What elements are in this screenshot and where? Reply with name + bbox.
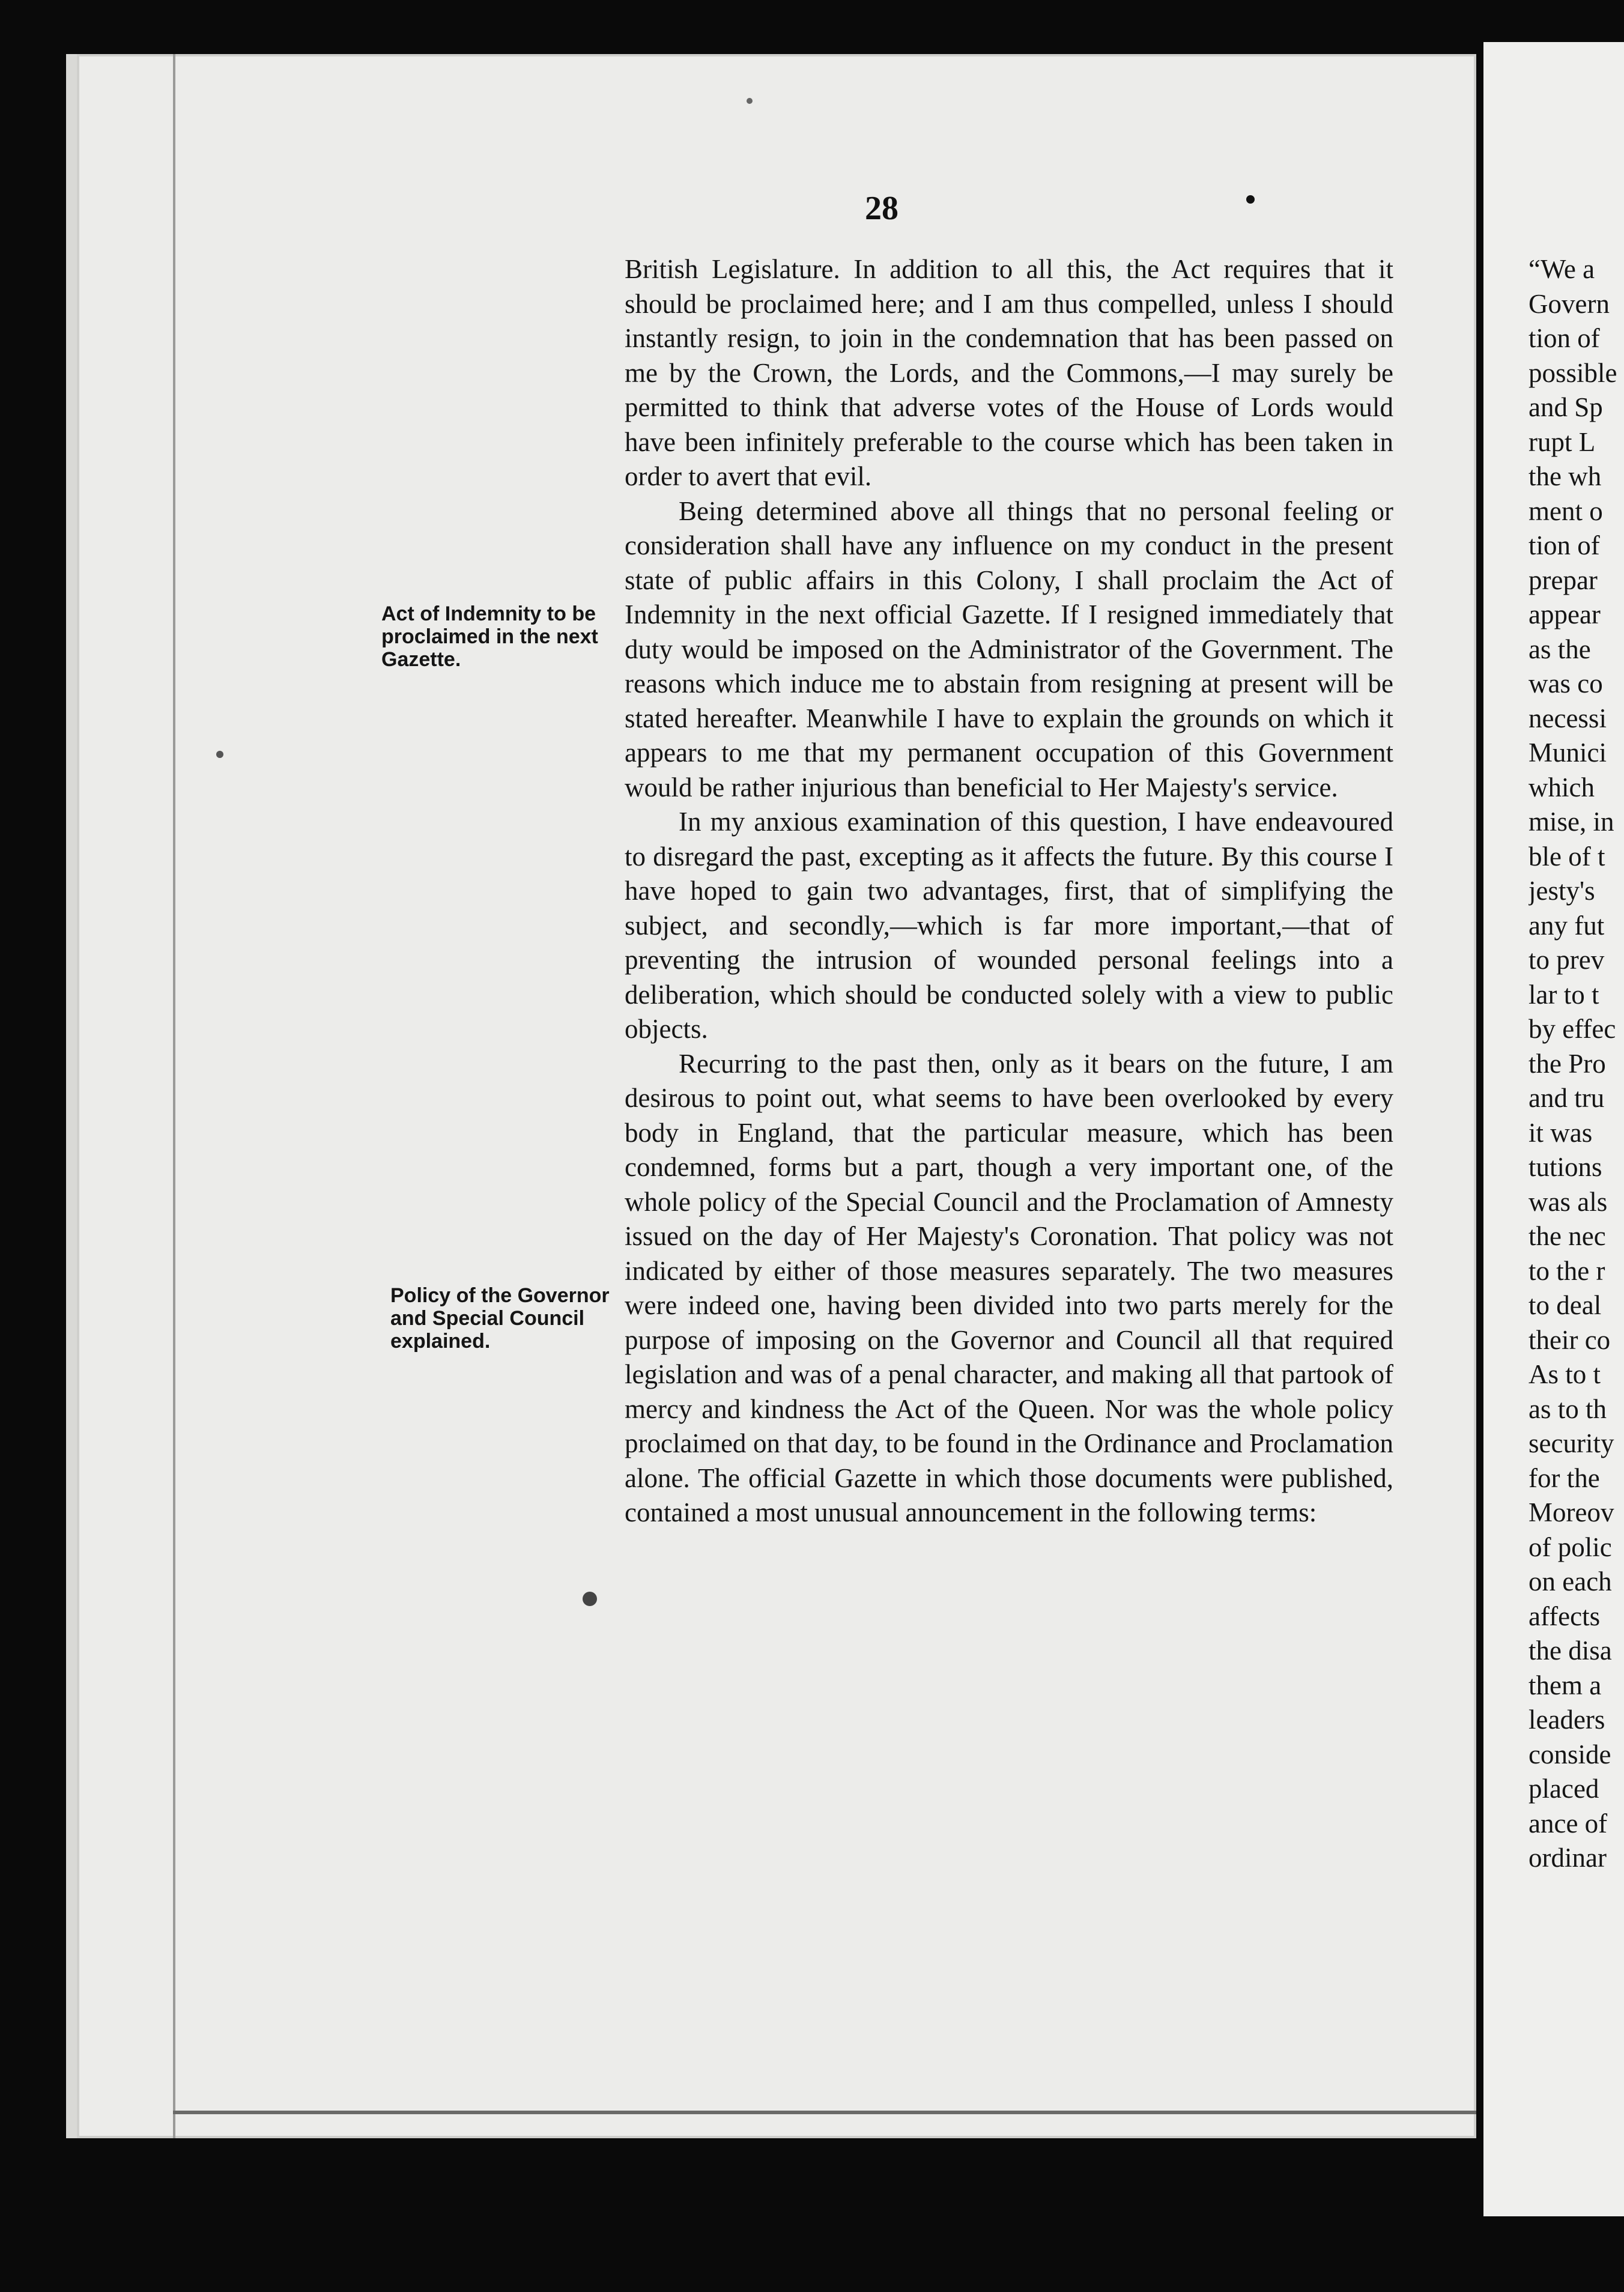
marginal-note-policy: Policy of the Governor and Special Council explained. [390,1284,610,1353]
right-page-line: was als [1529,1186,1608,1217]
right-page-line: ble of t [1529,841,1605,872]
right-page-line: ment o [1529,496,1603,526]
right-page-line: it was [1529,1117,1593,1148]
right-page-line: by effec [1529,1014,1616,1044]
right-page-line: the nec [1529,1221,1606,1251]
right-page-text [1529,252,1624,1876]
right-page-line: and tru [1529,1083,1605,1113]
paragraph-2: Being determined above all things that no personal feeling or consideration shall have any influence on my conduct in the present state of public affairs in this Colony, I shall proclaim the Act of Indemnity in the next official Gazette. If I resigned immediately that duty would be imposed on the Administrator of the Government. The reasons which induce me to abstain from resigning at present will be stated hereafter. Meanwhile I have to explain the grounds on which it appears to me that my permanent occupation of this Government would be rather injurious than beneficial to Her Majesty's service. [625,496,1393,802]
paragraph-4: Recurring to the past then, only as it bears on the future, I am desirous to point out, what seems to have been overlooked by every body in England, that the particular measure, which has been condemned, forms but a part, though a very important one, of the whole policy of the Special Council and the Proclamation of Amnesty issued on the day of Her Majesty's Coronation. That policy was not indicated by either of those measures separately. The two measures were indeed one, having been divided into two parts merely for the purpose of imposing on the Governor and Council all that required legislation and was of a penal character, and making all that partook of mercy and kindness the Act of the Queen. Nor was the whole policy proclaimed on that day, to be found in the Ordinance and Proclamation alone. The official Gazette in which those documents were published, contained a most unusual announcement in the following terms: [625,1048,1393,1527]
right-page-line: them a [1529,1670,1602,1700]
page-gutter-line [173,54,175,2138]
right-page-line: prepar [1529,565,1598,595]
right-page-line: security [1529,1428,1614,1458]
right-page-line: tion of [1529,323,1600,353]
right-page-line: Munici [1529,738,1607,768]
right-page-line: affects [1529,1601,1601,1631]
right-page-line: lar to t [1529,979,1599,1010]
right-page-line: tutions [1529,1152,1602,1182]
right-page-line: any fut [1529,910,1605,941]
right-page-line: to the r [1529,1255,1605,1286]
ink-speck [747,98,753,104]
right-page-line: which [1529,772,1595,802]
right-page-line: as to th [1529,1393,1607,1424]
right-page-line: tion of [1529,530,1600,560]
body-text [625,252,1393,1530]
page-number: 28 [865,190,898,227]
ink-speck [583,1592,597,1606]
right-page-line: and Sp [1529,392,1603,422]
paragraph-3: In my anxious examination of this question, I have endeavoured to disregard the past, excepting as it affects the future. By this course I have hoped to gain two advantages, first, that of simplifying the subject, and secondly,—which is far more important,—that of preventing the intrusion of wounded personal feelings into a deliberation, which should be conducted solely with a view to public objects. [625,807,1393,1044]
right-page-line: Moreov [1529,1497,1614,1527]
right-page-line: Govern [1529,288,1610,319]
right-page-line: their co [1529,1324,1611,1355]
right-page-line: to prev [1529,945,1605,975]
right-page-line: the Pro [1529,1048,1606,1079]
right-page-line: necessi [1529,703,1607,733]
right-page-line: leaders [1529,1705,1605,1735]
paragraph-1: British Legislature. In addition to all this, the Act requires that it should be proclaimed here; and I am thus compelled, unless I should instantly resign, to join in the condemnation that has been passed on me by the Crown, the Lords, and the Commons,—I may surely be permitted to think that adverse votes of the House of Lords would have been infinitely preferable to the course which has been taken in order to avert that evil. [625,254,1393,491]
right-page-line: appear [1529,599,1601,629]
right-page-line: conside [1529,1739,1611,1769]
ink-speck [216,751,223,758]
right-page-line: jesty's [1529,876,1595,906]
right-page-line: ance of [1529,1808,1608,1839]
right-page-line: ordinar [1529,1843,1607,1873]
right-page-line: to deal [1529,1290,1602,1320]
right-page-line: was co [1529,668,1603,699]
right-page-line: mise, in [1529,807,1614,837]
right-page-line: on each [1529,1566,1612,1596]
right-page-line: “We a [1529,254,1595,284]
right-page-line: for the [1529,1463,1600,1493]
marginal-note-indemnity: Act of Indemnity to be proclaimed in the next Gazette. [381,602,598,671]
right-page-line: placed [1529,1774,1599,1804]
right-page-line: possible [1529,357,1617,388]
page-bottom-edge [173,2111,1476,2114]
right-page-line: As to t [1529,1359,1601,1389]
right-page-line: of polic [1529,1532,1612,1562]
right-page-line: rupt L [1529,426,1596,457]
right-page-line: the disa [1529,1636,1612,1666]
right-page-line: the wh [1529,461,1602,491]
ink-speck [1246,195,1255,204]
right-page-line: as the [1529,634,1591,664]
